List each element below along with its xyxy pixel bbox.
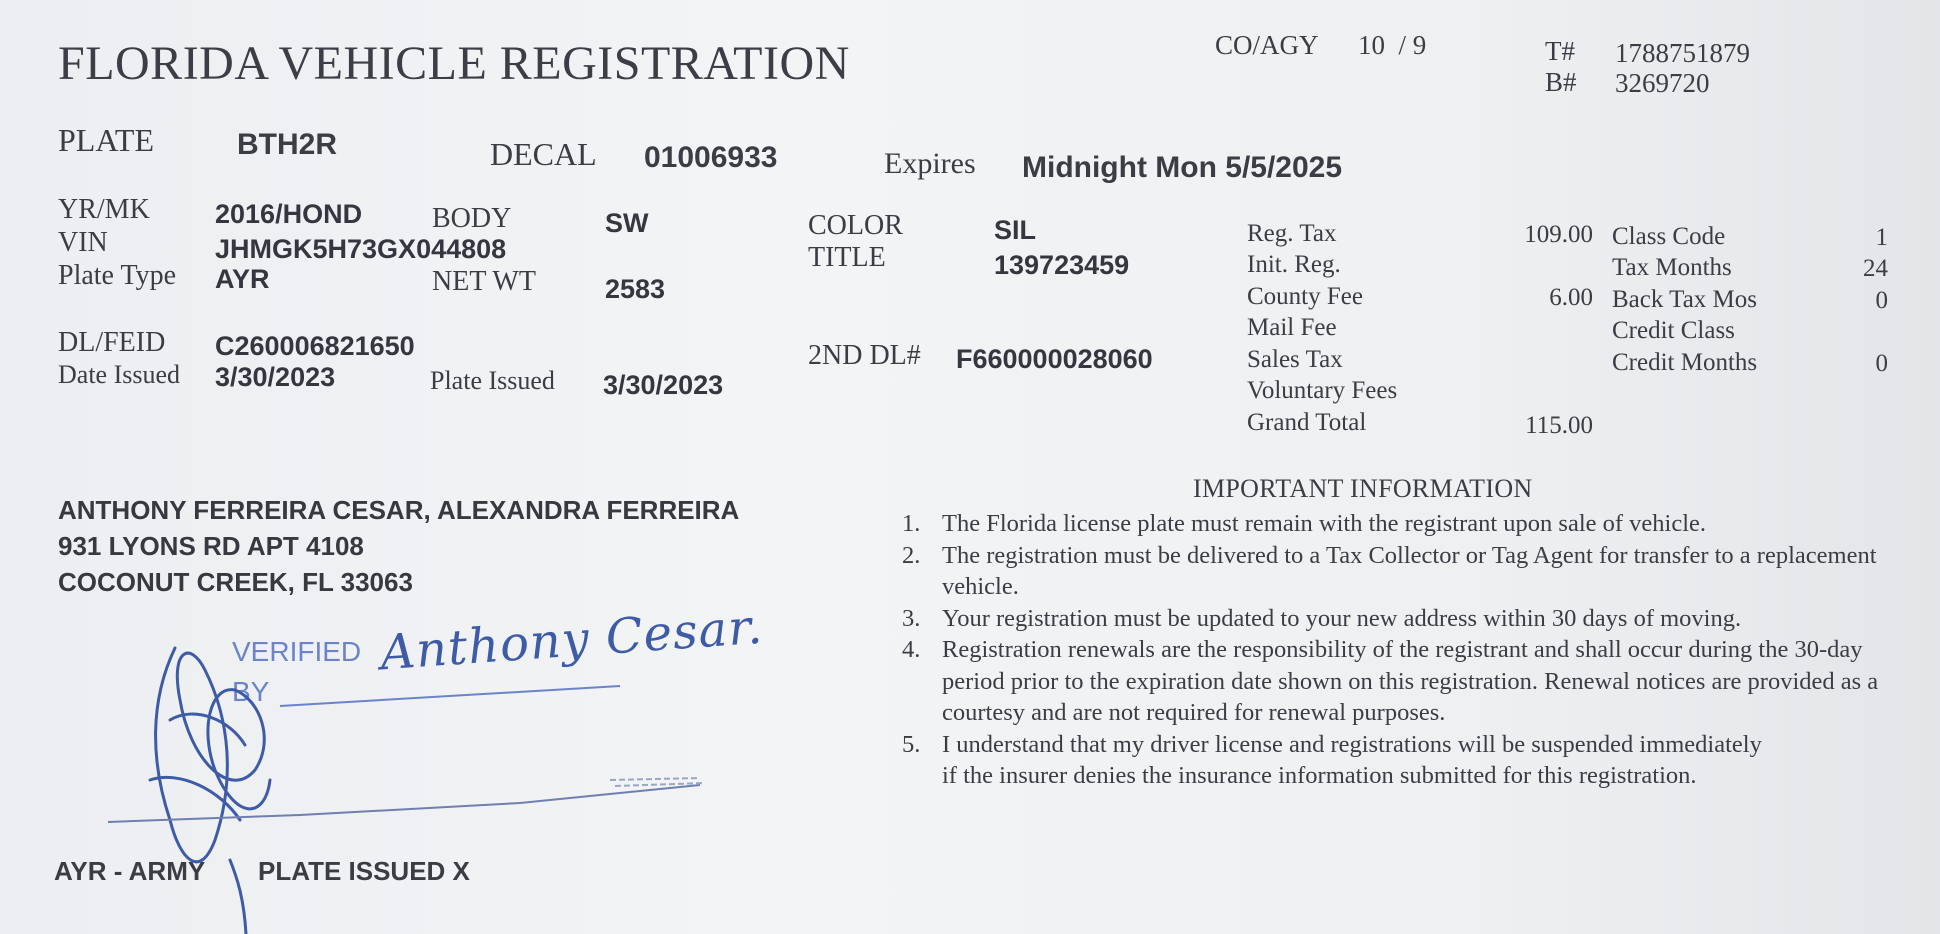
info-item: 2. The registration must be delivered to a Tax Collector or Tag Agent for transfer to a replacement vehicle. <box>902 541 1877 600</box>
info-item: 4. Registration renewals are the responsibility of the registrant and shall occur during the 30-day period prior to the expiration date shown on this registration. Renewal notices are provided as a courtesy and are not required for renewal purposes. <box>902 636 1879 726</box>
decal-label: DECAL <box>490 136 597 172</box>
handwritten-name: Anthony Cesar. <box>378 598 765 682</box>
b-number-value: 3269720 <box>1615 68 1710 98</box>
grand-total-label: Grand Total <box>1247 409 1367 436</box>
code-label: Credit Months <box>1612 349 1758 376</box>
yrmk-label: YR/MK <box>58 194 150 225</box>
verified-underline <box>280 686 620 706</box>
net-wt-label: NET WT <box>432 266 536 297</box>
second-dl-value: F660000028060 <box>956 344 1153 374</box>
dl-feid-value: C260006821650 <box>215 331 415 361</box>
net-wt-value: 2583 <box>605 274 666 304</box>
yrmk-value: 2016/HOND <box>215 199 363 229</box>
fee-label: Mail Fee <box>1247 314 1337 341</box>
dl-feid-label: DL/FEID <box>58 327 166 358</box>
code-value: 0 <box>1875 350 1888 377</box>
info-item: 5. I understand that my driver license and registrations will be suspended immediately if the insurer denies the insurance information submitted for this registration. <box>902 730 1762 789</box>
co-agy-label: CO/AGY <box>1215 30 1319 60</box>
plate-type-label: Plate Type <box>58 260 177 291</box>
code-value: 0 <box>1875 287 1888 314</box>
code-value: 24 <box>1863 255 1888 282</box>
verified-by-stamp: BY <box>232 676 270 707</box>
plate-value: BTH2R <box>237 128 338 161</box>
expires-label: Expires <box>884 147 976 180</box>
color-value: SIL <box>994 215 1037 245</box>
document-title: FLORIDA VEHICLE REGISTRATION <box>58 37 850 90</box>
scribble-signature <box>150 648 270 862</box>
fee-label: Sales Tax <box>1247 346 1343 373</box>
plate-type-value: AYR <box>215 264 270 294</box>
vin-label: VIN <box>58 227 108 258</box>
plate-issued-label: Plate Issued <box>430 366 555 395</box>
fee-label: County Fee <box>1247 283 1363 310</box>
code-label: Tax Months <box>1612 254 1732 281</box>
t-number-label: T# <box>1545 36 1575 66</box>
title-label: TITLE <box>808 242 886 273</box>
grand-total-value: 115.00 <box>1525 412 1593 439</box>
signature-dashes <box>610 778 705 786</box>
title-value: 139723459 <box>994 250 1130 280</box>
owner-street: 931 LYONS RD APT 4108 <box>58 531 364 561</box>
second-dl-label: 2ND DL# <box>808 340 921 371</box>
decal-value: 01006933 <box>644 141 778 174</box>
fee-label: Voluntary Fees <box>1247 377 1398 404</box>
info-item: 1. The Florida license plate must remain with the registrant upon sale of vehicle. <box>902 510 1707 537</box>
plate-issued-value: 3/30/2023 <box>603 370 724 400</box>
scribble-tail <box>230 860 246 934</box>
signature-line <box>108 785 700 822</box>
date-issued-value: 3/30/2023 <box>215 362 336 392</box>
code-label: Credit Class <box>1612 317 1735 344</box>
date-issued-label: Date Issued <box>58 360 181 389</box>
fee-label: Init. Reg. <box>1247 251 1341 278</box>
verified-stamp: VERIFIED <box>232 636 362 667</box>
fee-value: 6.00 <box>1549 284 1593 311</box>
body-value: SW <box>605 208 649 238</box>
plate-type-note: AYR - ARMY <box>54 856 206 886</box>
fee-label: Reg. Tax <box>1247 220 1337 247</box>
plate-label: PLATE <box>58 122 154 158</box>
plate-issued-note: PLATE ISSUED X <box>258 856 470 886</box>
color-label: COLOR <box>808 210 903 241</box>
code-value: 1 <box>1875 224 1888 251</box>
b-number-label: B# <box>1545 67 1577 97</box>
t-number-value: 1788751879 <box>1615 38 1750 68</box>
code-label: Back Tax Mos <box>1612 286 1757 313</box>
co-agy-value: 10 / 9 <box>1358 30 1427 60</box>
fee-value: 109.00 <box>1524 221 1593 248</box>
vin-value: JHMGK5H73GX044808 <box>215 234 507 264</box>
code-label: Class Code <box>1612 223 1726 250</box>
info-item: 3. Your registration must be updated to your new address within 30 days of moving. <box>902 604 1742 632</box>
important-info-title: IMPORTANT INFORMATION <box>1193 474 1533 503</box>
body-label: BODY <box>432 203 512 234</box>
expires-value: Midnight Mon 5/5/2025 <box>1022 151 1343 184</box>
owner-name: ANTHONY FERREIRA CESAR, ALEXANDRA FERREIRA <box>58 495 740 525</box>
owner-city: COCONUT CREEK, FL 33063 <box>58 567 413 597</box>
